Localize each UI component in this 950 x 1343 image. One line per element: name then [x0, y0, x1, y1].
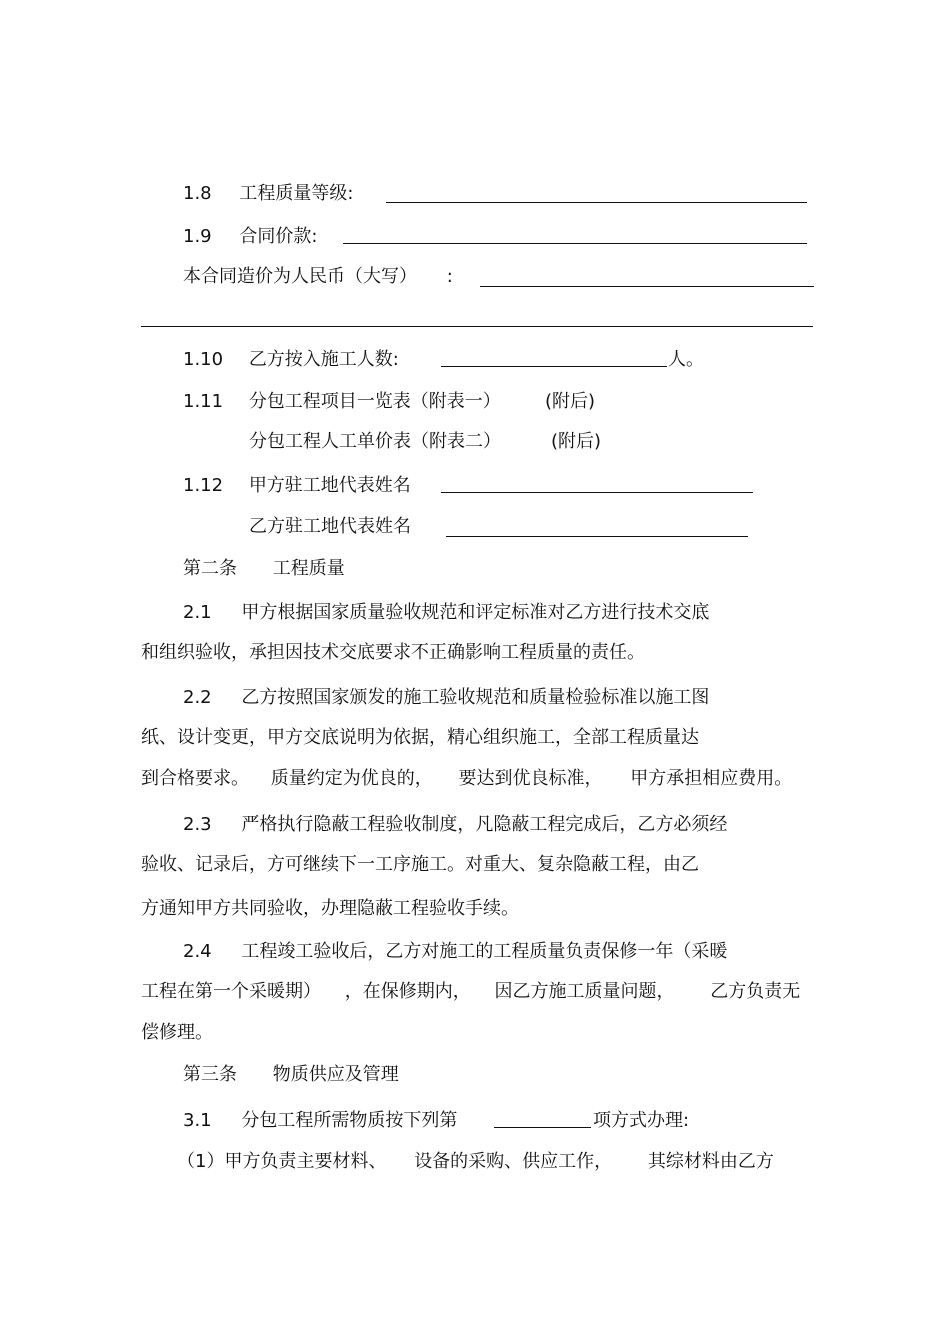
text-segment: 到合格要求。	[141, 768, 249, 789]
article-2-heading	[183, 557, 345, 581]
text-segment: 质量约定为优良的，	[270, 768, 433, 789]
party-b-rep-blank[interactable]	[446, 536, 748, 537]
paragraph-text: 偿修理。	[141, 1022, 213, 1043]
article-3-heading	[183, 1063, 399, 1087]
text-segment: 甲方承担相应费用。	[630, 768, 793, 789]
paragraph-number: 2.3	[183, 814, 212, 835]
paragraph-text: 严格执行隐蔽工程验收制度，凡隐蔽工程完成后，乙方必须经	[241, 814, 728, 835]
paragraph-number: 2.4	[183, 941, 212, 962]
price-colon: :	[446, 266, 453, 287]
clause-1-9	[183, 225, 317, 249]
paragraph-text: 验收、记录后，方可继续下一工序施工。对重大、复杂隐蔽工程，由乙	[141, 854, 699, 875]
clause-number: 1.11	[183, 391, 224, 412]
attachment-note: (附后)	[551, 431, 602, 452]
paragraph-3-1	[183, 1109, 457, 1133]
price-continuation-blank[interactable]	[141, 326, 813, 327]
party-a-rep-blank[interactable]	[441, 492, 753, 493]
text-segment: 设备的采购、供应工作，	[414, 1151, 613, 1172]
supply-method-blank[interactable]	[494, 1127, 591, 1128]
clause-1-12-sub: 乙方驻工地代表姓名	[249, 516, 411, 537]
contract-price-blank[interactable]	[343, 243, 807, 244]
paragraph-text: 纸、设计变更，甲方交底说明为依据，精心组织施工，全部工程质量达	[141, 727, 699, 748]
clause-number: 1.10	[183, 349, 224, 370]
clause-1-8	[183, 182, 353, 206]
paragraph-number: 2.2	[183, 687, 212, 708]
clause-label: 乙方按入施工人数:	[248, 349, 399, 370]
clause-number: 1.12	[183, 475, 224, 496]
paragraph-text	[141, 980, 800, 1004]
text-segment: 因乙方施工质量问题，	[494, 981, 675, 1002]
paragraph-2-3	[183, 813, 727, 837]
attachment-note: (附后)	[545, 391, 596, 412]
supply-item-1	[177, 1150, 774, 1174]
paragraph-text: 分包工程所需物质按下列第	[241, 1110, 458, 1131]
paragraph-number: 2.1	[183, 602, 212, 623]
quality-grade-blank[interactable]	[386, 202, 807, 203]
paragraph-text: 工程竣工验收后，乙方对施工的工程质量负责保修一年（采暖	[241, 941, 728, 962]
article-number: 第二条	[183, 558, 237, 579]
clause-label: 工程质量等级:	[239, 183, 354, 204]
clause-number: 1.8	[183, 183, 212, 204]
paragraph-text: 和组织验收，承担因技术交底要求不正确影响工程质量的责任。	[141, 642, 645, 663]
paragraph-2-2	[183, 686, 709, 710]
paragraph-text: 项方式办理:	[593, 1110, 690, 1131]
article-title: 工程质量	[272, 558, 345, 579]
text-segment: 工程在第一个采暖期）	[141, 981, 321, 1002]
worker-count-blank[interactable]	[441, 366, 667, 367]
clause-label: 合同价款:	[239, 226, 318, 247]
clause-1-10	[183, 348, 399, 372]
paragraph-2-1	[183, 601, 709, 625]
text-segment: 要达到优良标准，	[458, 768, 603, 789]
paragraph-text	[141, 767, 792, 791]
paragraph-text: 甲方根据国家质量验收规范和评定标准对乙方进行技术交底	[241, 602, 710, 623]
article-title: 物质供应及管理	[272, 1064, 399, 1085]
worker-unit: 人。	[668, 349, 704, 370]
text-segment: ，在保修期内，	[344, 981, 471, 1002]
text-segment: （1）甲方负责主要材料、	[177, 1151, 387, 1172]
paragraph-text: 方通知甲方共同验收，办理隐蔽工程验收手续。	[141, 898, 519, 919]
paragraph-number: 3.1	[183, 1110, 212, 1131]
paragraph-2-4	[183, 940, 727, 964]
clause-number: 1.9	[183, 226, 212, 247]
clause-1-11	[183, 390, 501, 414]
clause-1-12	[183, 474, 411, 498]
clause-label: 分包工程项目一览表（附表一）	[248, 391, 501, 412]
paragraph-text: 乙方按照国家颁发的施工验收规范和质量检验标准以施工图	[241, 687, 710, 708]
clause-1-11-sub: 分包工程人工单价表（附表二）	[249, 431, 501, 452]
text-segment: 乙方负责无	[710, 981, 801, 1002]
price-label: 本合同造价为人民币（大写）	[183, 266, 417, 287]
text-segment: 其综材料由乙方	[647, 1151, 774, 1172]
clause-label: 甲方驻工地代表姓名	[248, 475, 411, 496]
price-in-words-blank[interactable]	[480, 286, 814, 287]
article-number: 第三条	[183, 1064, 237, 1085]
price-in-words-line	[183, 265, 453, 289]
